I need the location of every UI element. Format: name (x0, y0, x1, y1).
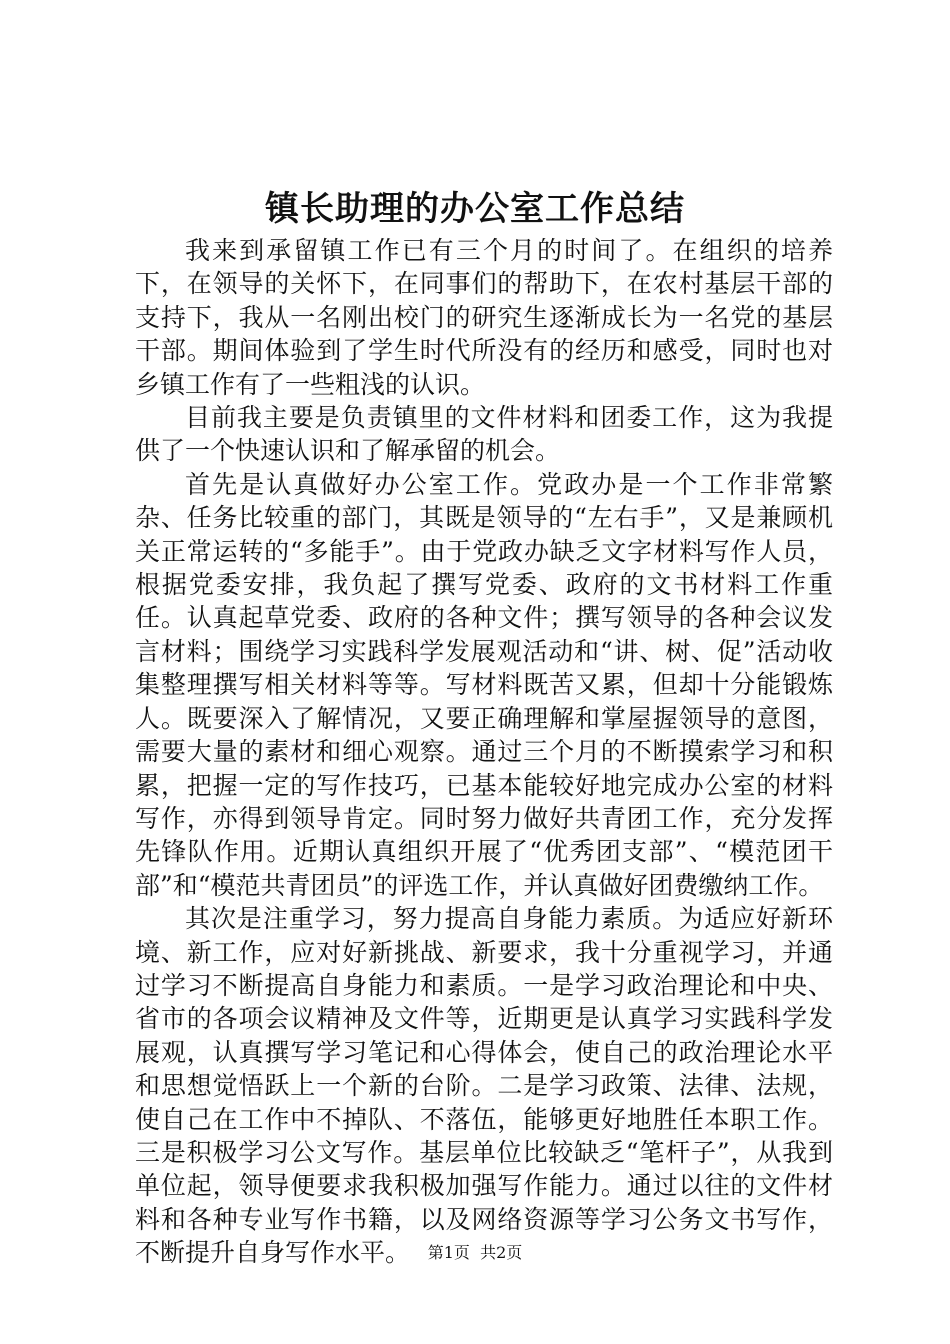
paragraph-1: 我来到承留镇工作已有三个月的时间了。在组织的培养下，在领导的关怀下，在同事们的帮助下，在农村基层干部的支持下，我从一名刚出校门的研究生逐渐成长为一名党的基层干部。期间体验到了学生时代所没有的经历和感受，同时也对乡镇工作有了一些粗浅的认识。 (135, 236, 833, 399)
document-body (135, 234, 833, 1270)
paragraph-3: 首先是认真做好办公室工作。党政办是一个工作非常繁杂、任务比较重的部门，其既是领导的“左右手”，又是兼顾机关正常运转的“多能手”。由于党政办缺乏文字材料写作人员，根据党委安排，我负起了撰写党委、政府的文书材料工作重任。认真起草党委、政府的各种文件；撰写领导的各种会议发言材料；围绕学习实践科学发展观活动和“讲、树、促”活动收集整理撰写相关材料等等。写材料既苦又累，但却十分能锻炼人。既要深入了解情况，又要正确理解和掌屋握领导的意图，需要大量的素材和细心观察。通过三个月的不断摸索学习和积累，把握一定的写作技巧，已基本能较好地完成办公室的材料写作，亦得到领导肯定。同时努力做好共青团工作，充分发挥先锋队作用。近期认真组织开展了“优秀团支部”、“模范团干部”和“模范共青团员”的评选工作，并认真做好团费缴纳工作。 (135, 469, 833, 900)
paragraph-4: 其次是注重学习，努力提高自身能力素质。为适应好新环境、新工作，应对好新挑战、新要求，我十分重视学习，并通过学习不断提高自身能力和素质。一是学习政治理论和中央、省市的各项会议精神及文件等，近期更是认真学习实践科学发展观，认真撰写学习笔记和心得体会，使自己的政治理论水平和思想觉悟跃上一个新的台阶。二是学习政策、法律、法规，使自己在工作中不掉队、不落伍，能够更好地胜任本职工作。三是积极学习公文写作。基层单位比较缺乏“笔杆子”，从我到单位起，领导便要求我积极加强写作能力。通过以往的文件材料和各种专业写作书籍，以及网络资源等学习公务文书写作，不断提升自身写作水平。 (135, 904, 833, 1268)
page-footer: 第1页 共2页 (427, 1243, 523, 1262)
paragraph-2: 目前我主要是负责镇里的文件材料和团委工作，这为我提供了一个快速认识和了解承留的机会。 (135, 403, 833, 466)
document-title: 镇长助理的办公室工作总结 (265, 189, 685, 229)
